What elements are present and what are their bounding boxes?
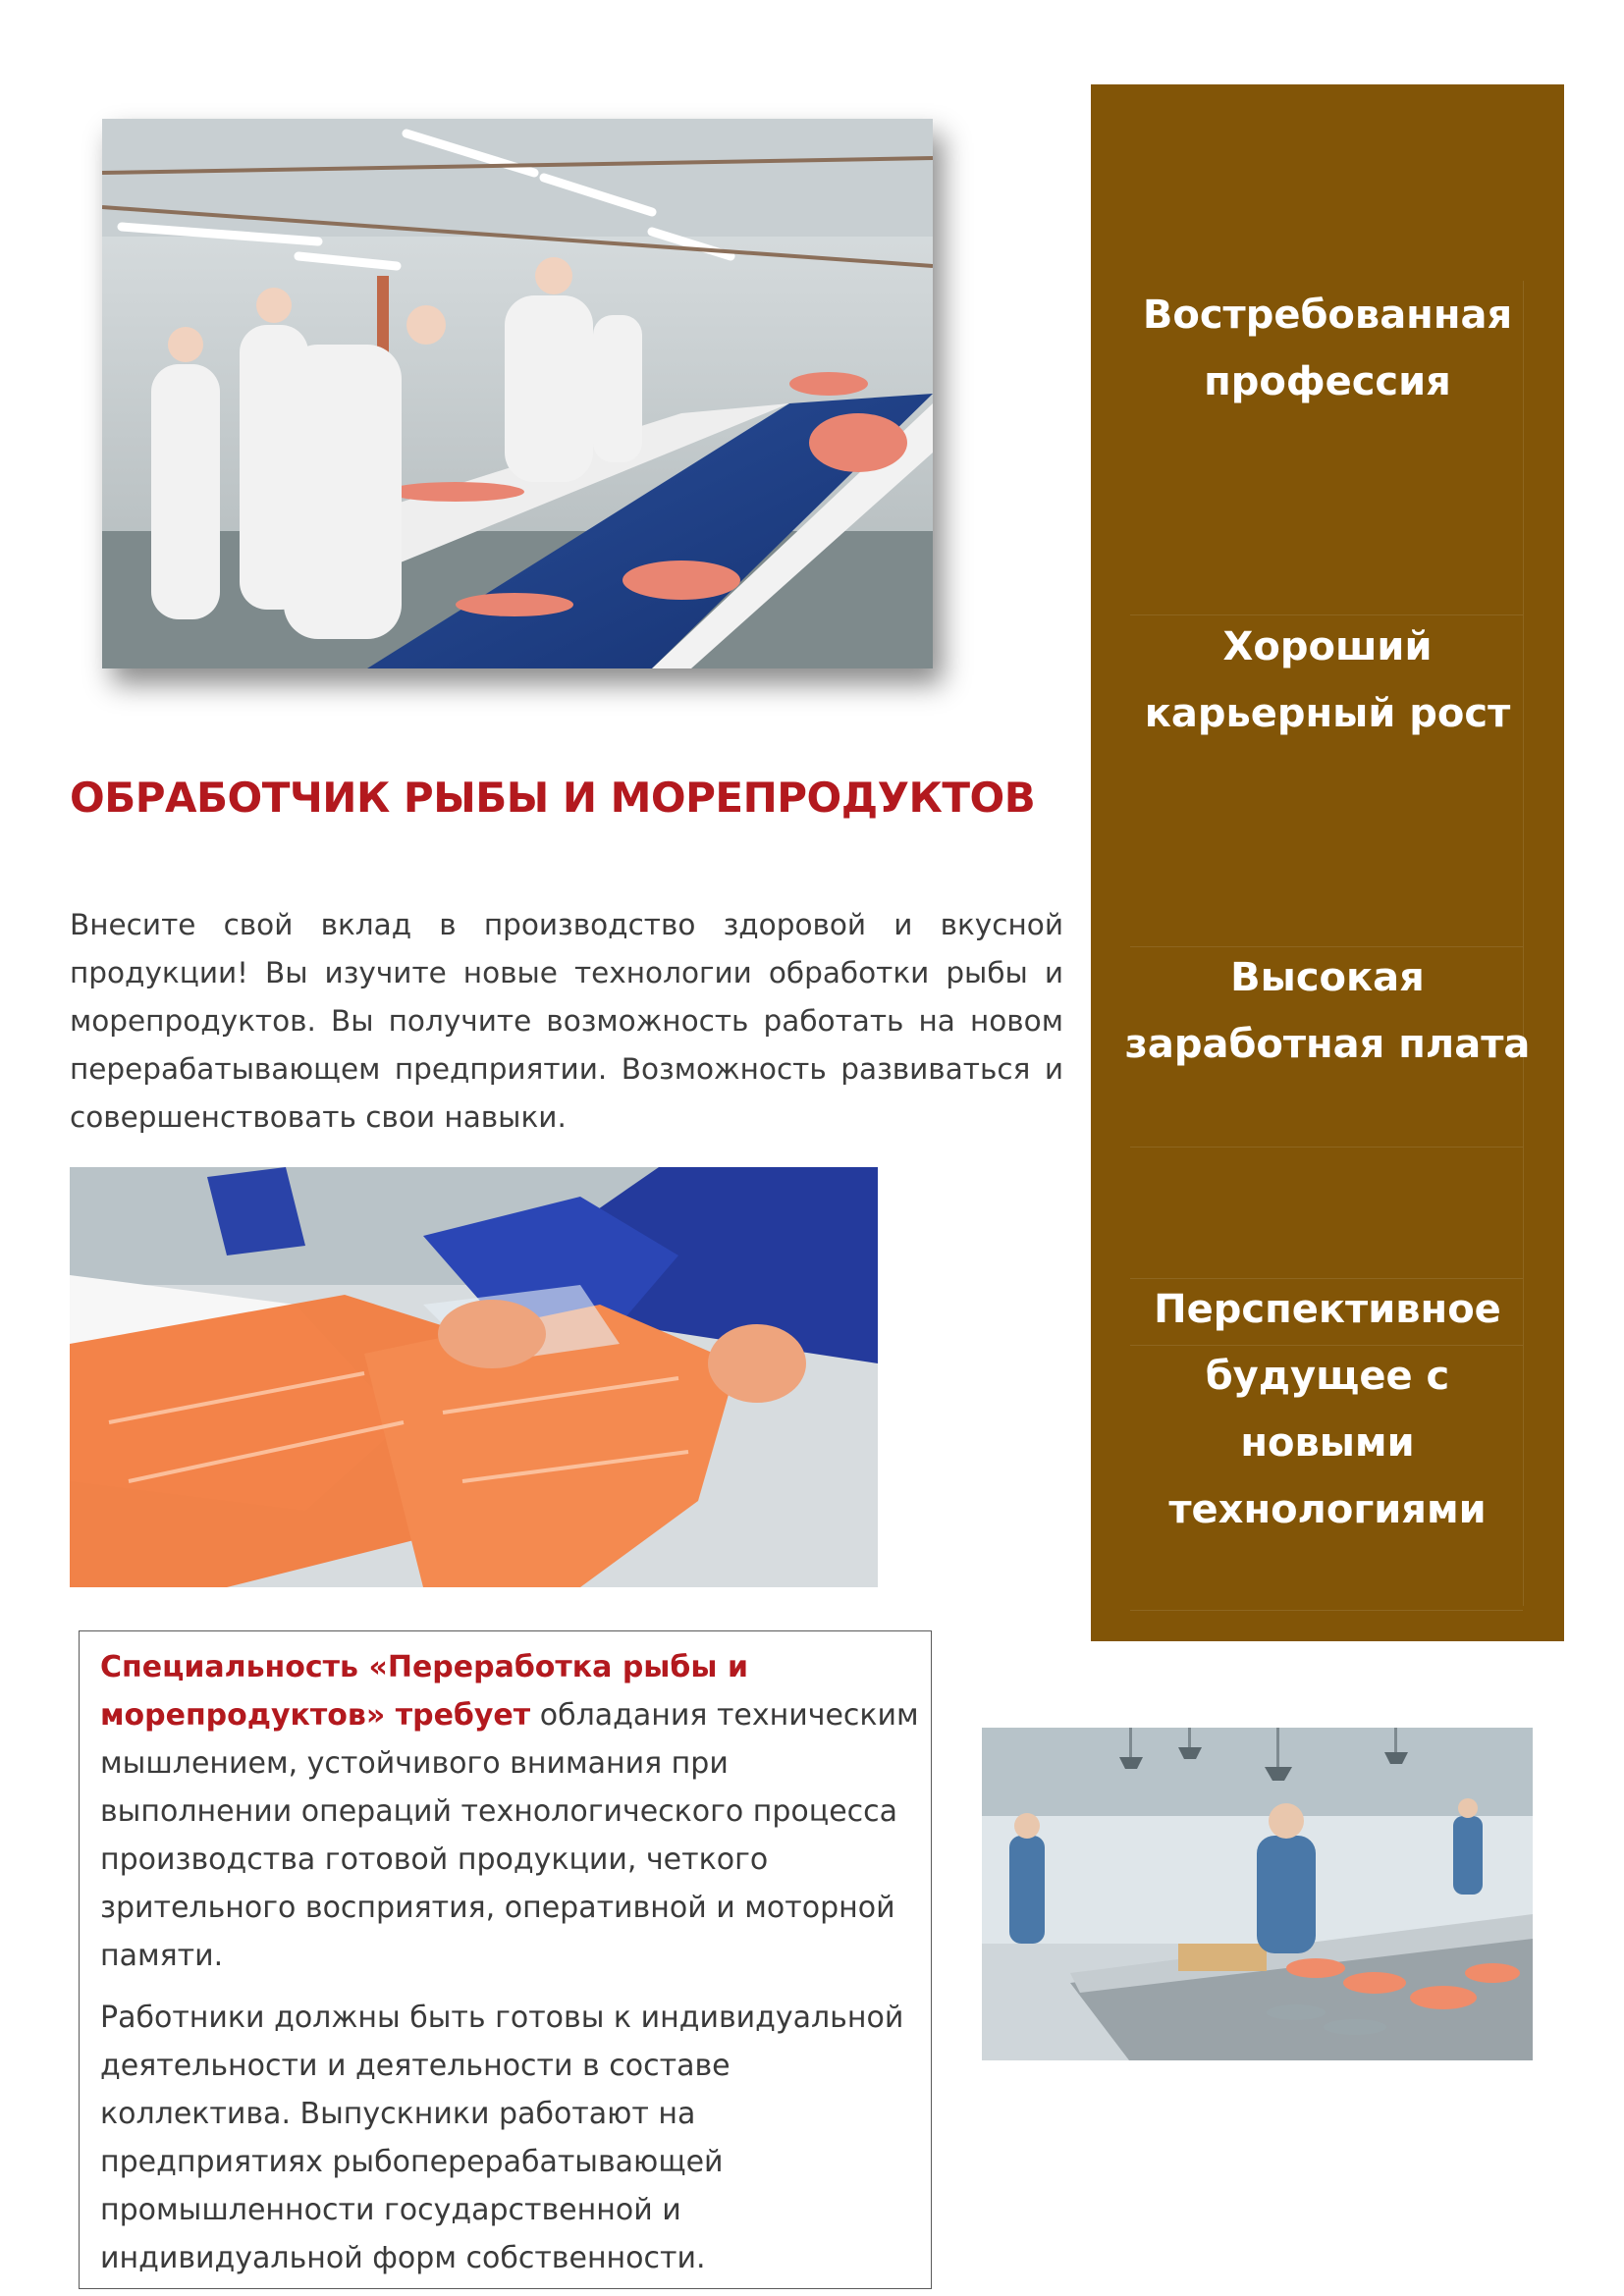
benefit-demanded-profession: Востребованная профессия [1142, 293, 1513, 404]
sidebar-divider [1130, 1610, 1523, 1611]
sidebar-divider [1130, 1278, 1523, 1279]
specialty-requirements-text: обладания техническим мышлением, устойчивого внимания при выполнении операций технологического процесса производства готовой продукции, четкого зрительного восприятия, оперативной и моторной памяти. [100, 1698, 919, 1973]
benefit-promising-future: Перспективное будущее с новыми технологиями [1154, 1287, 1501, 1532]
fish-processing-illustration [982, 1728, 1533, 2060]
specialty-requirements-paragraph [100, 1643, 925, 1980]
benefits-sidebar [1091, 84, 1564, 1641]
graduates-paragraph: Работники должны быть готовы к индивидуальной деятельности и деятельности в составе коллектива. Выпускники работают на предприятиях рыбоперерабатывающей промышленности государственной и индивидуальной форм собственности. [100, 2001, 904, 2275]
sidebar-divider [1130, 614, 1523, 615]
benefit-high-salary: Высокая заработная плата [1124, 955, 1531, 1067]
sidebar-divider [1130, 946, 1523, 947]
fish-factory-conveyor-photo [102, 119, 933, 668]
specialty-highlight: Специальность «Переработка рыбы и морепродуктов» требует [100, 1650, 748, 1733]
page-title: ОБРАБОТЧИК РЫБЫ И МОРЕПРОДУКТОВ [70, 774, 1036, 822]
sidebar-vertical-divider [1523, 281, 1524, 1606]
intro-paragraph: Внесите свой вклад в производство здоровой и вкусной продукции! Вы изучите новые технологии обработки рыбы и морепродуктов. Вы получите возможность работать на новом перерабатывающем предприятии. Возможность развиваться и совершенствовать свои навыки. [70, 908, 1063, 1134]
sidebar-divider [1130, 1345, 1523, 1346]
sidebar-divider [1130, 1147, 1523, 1148]
salmon-packaging-photo [70, 1167, 878, 1587]
benefit-career-growth: Хороший карьерный рост [1144, 624, 1511, 736]
specialty-info-box [79, 1630, 932, 2289]
